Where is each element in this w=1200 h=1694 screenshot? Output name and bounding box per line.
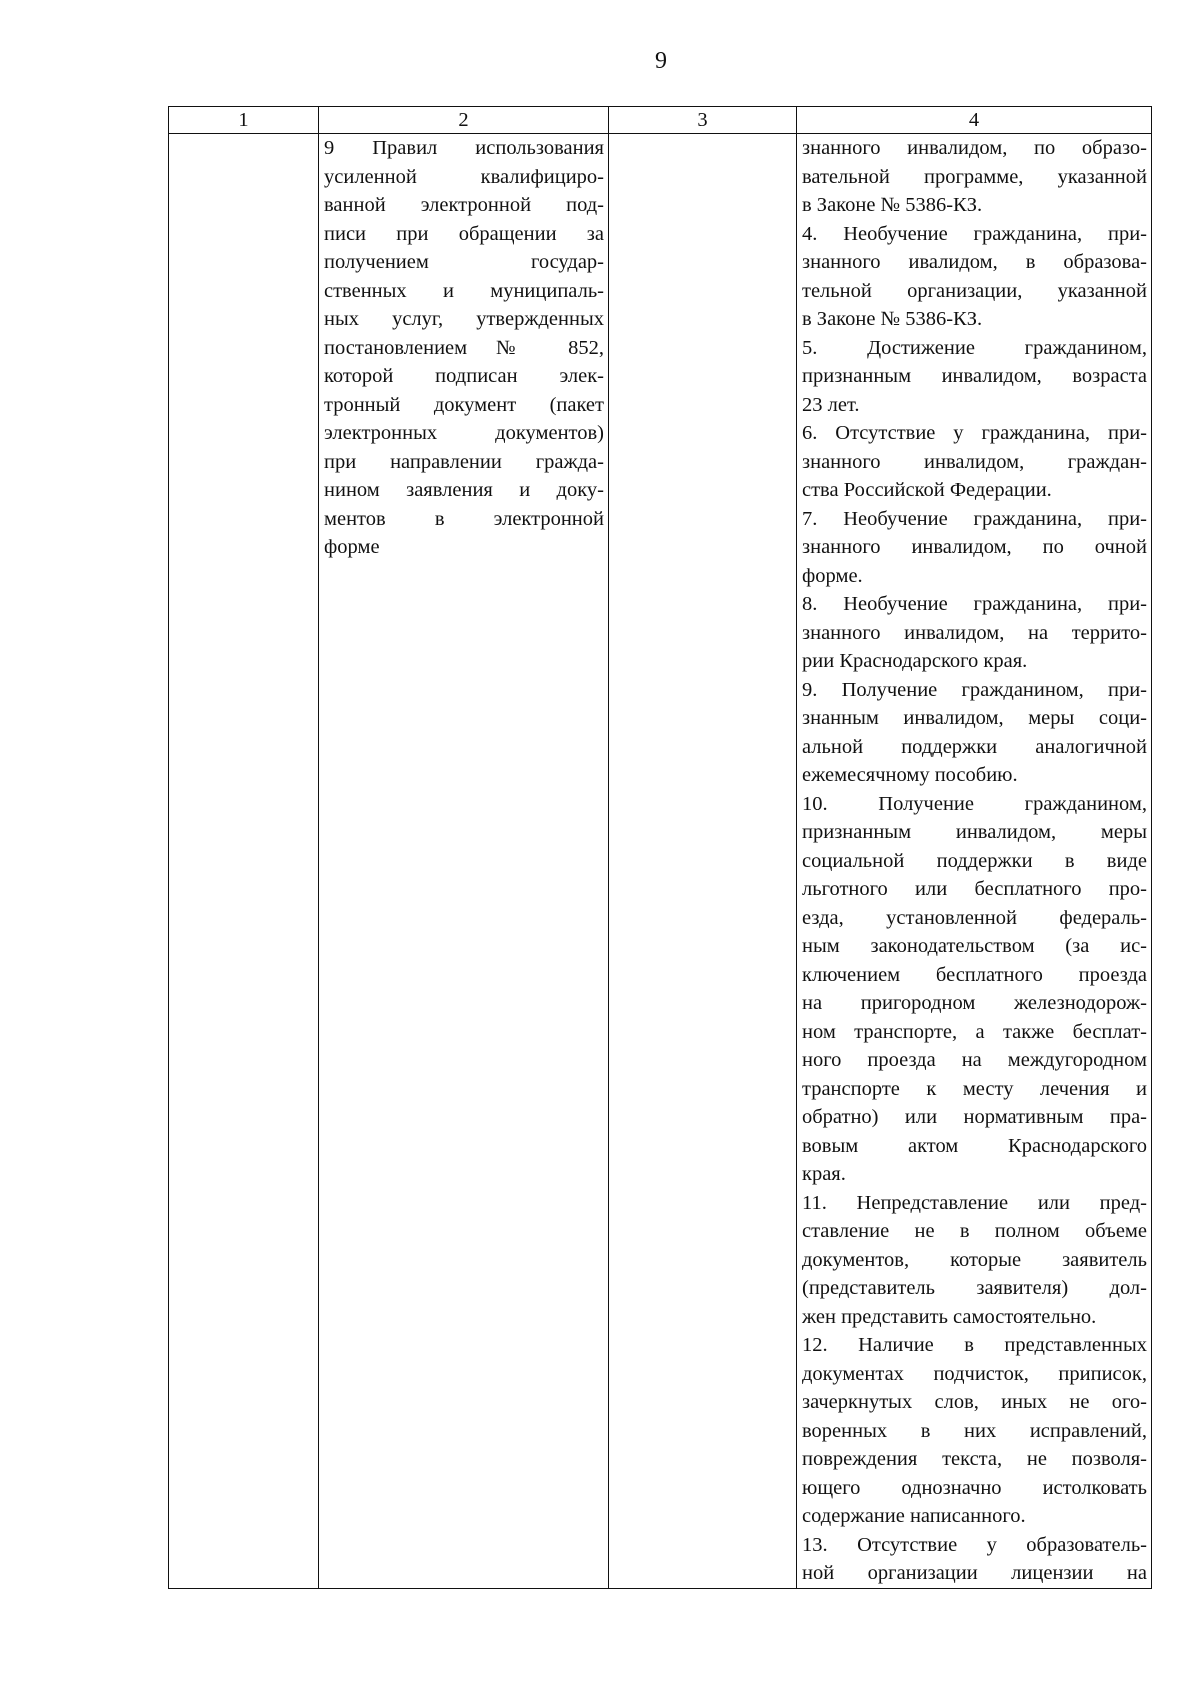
- text-line: электронных документов): [324, 422, 604, 444]
- text-line: ключением бесплатного проезда: [802, 963, 1147, 986]
- column-4-text: [802, 134, 1147, 1588]
- text-line: ежемесячному пособию.: [802, 764, 1018, 786]
- text-line: ственных и муниципаль-: [324, 279, 604, 302]
- text-line: содержание написанного.: [802, 1505, 1026, 1527]
- text-line: альной поддержки аналогичной: [802, 735, 1147, 758]
- text-line: знанного инвалидом, на террито-: [802, 621, 1147, 644]
- text-line: 23 лет.: [802, 393, 860, 416]
- text-line: 8. Необучение гражданина, при-: [802, 593, 1147, 615]
- text-line: 9 Правил использования: [324, 137, 604, 159]
- text-line: знанного ивалидом, в образова-: [802, 251, 1147, 273]
- page-number: 9: [655, 48, 667, 74]
- text-line: тронный документ (пакет: [324, 393, 604, 416]
- text-line: при направлении гражда-: [324, 450, 604, 473]
- text-line: обратно) или нормативным пра-: [802, 1106, 1147, 1128]
- text-line: в Законе № 5386-КЗ.: [802, 308, 983, 330]
- text-line: знанного инвалидом, по образо-: [802, 137, 1147, 159]
- text-line: ванной электронной под-: [324, 194, 604, 216]
- text-line: ставление не в полном объеме: [802, 1220, 1147, 1242]
- column-header-4: 4: [797, 107, 1152, 134]
- text-line: вательной программе, указанной: [802, 165, 1147, 188]
- text-line: документов, которые заявитель: [802, 1248, 1147, 1271]
- text-line: (представитель заявителя) дол-: [802, 1277, 1147, 1299]
- text-line: езда, установленной федераль-: [802, 906, 1147, 929]
- text-line: знанным инвалидом, меры соци-: [802, 707, 1147, 729]
- text-line: знанного инвалидом, по очной: [802, 536, 1147, 558]
- text-line: 7. Необучение гражданина, при-: [802, 507, 1147, 530]
- text-line: 5. Достижение гражданином,: [802, 336, 1147, 359]
- text-line: документах подчисток, приписок,: [802, 1362, 1147, 1385]
- column-header-3: 3: [609, 107, 797, 134]
- text-line: ного проезда на междугородном: [802, 1049, 1147, 1071]
- text-line: рии Краснодарского края.: [802, 650, 1028, 672]
- column-header-2: 2: [319, 107, 609, 134]
- cell-column-1: [169, 134, 319, 1589]
- text-line: ной организации лицензии на: [802, 1562, 1147, 1584]
- text-line: тельной организации, указанной: [802, 279, 1147, 302]
- document-table: [168, 106, 1152, 1589]
- text-line: в Законе № 5386-КЗ.: [802, 194, 983, 216]
- text-line: вовым актом Краснодарского: [802, 1134, 1147, 1157]
- text-line: ментов в электронной: [324, 507, 604, 530]
- cell-column-3: [609, 134, 797, 1589]
- text-line: ющего однозначно истолковать: [802, 1476, 1147, 1499]
- text-line: постановлением № 852,: [324, 336, 604, 359]
- text-line: жен представить самостоятельно.: [802, 1305, 1097, 1328]
- text-line: 11. Непредставление или пред-: [802, 1191, 1147, 1214]
- column-header-1: 1: [169, 107, 319, 134]
- text-line: ных услуг, утвержденных: [324, 308, 604, 330]
- text-line: признанным инвалидом, меры: [802, 821, 1147, 843]
- text-line: нином заявления и доку-: [324, 479, 604, 501]
- text-line: признанным инвалидом, возраста: [802, 365, 1147, 387]
- column-2-text: [324, 134, 604, 562]
- text-line: 9. Получение гражданином, при-: [802, 678, 1147, 701]
- text-line: усиленной квалифициро-: [324, 165, 604, 188]
- text-line: повреждения текста, не позволя-: [802, 1448, 1147, 1470]
- table-row: [169, 134, 1152, 1589]
- text-line: края.: [802, 1163, 846, 1185]
- table-header-row: [169, 107, 1152, 134]
- text-line: которой подписан элек-: [324, 365, 604, 387]
- text-line: получением государ-: [324, 251, 604, 273]
- text-line: 12. Наличие в представленных: [802, 1334, 1147, 1356]
- text-line: 13. Отсутствие у образователь-: [802, 1533, 1147, 1556]
- text-line: писи при обращении за: [324, 222, 604, 245]
- text-line: 10. Получение гражданином,: [802, 792, 1147, 815]
- text-line: на пригородном железнодорож-: [802, 992, 1147, 1014]
- text-line: ства Российской Федерации.: [802, 479, 1052, 501]
- text-line: знанного инвалидом, граждан-: [802, 450, 1147, 473]
- text-line: ном транспорте, а также бесплат-: [802, 1020, 1147, 1043]
- cell-column-4: [797, 134, 1152, 1589]
- text-line: социальной поддержки в виде: [802, 849, 1147, 872]
- text-line: воренных в них исправлений,: [802, 1419, 1147, 1442]
- cell-column-2: [319, 134, 609, 1589]
- text-line: льготного или бесплатного про-: [802, 878, 1147, 900]
- text-line: ным законодательством (за ис-: [802, 935, 1147, 957]
- text-line: 6. Отсутствие у гражданина, при-: [802, 422, 1147, 444]
- text-line: 4. Необучение гражданина, при-: [802, 222, 1147, 245]
- text-line: форме.: [802, 564, 863, 587]
- text-line: зачеркнутых слов, иных не ого-: [802, 1391, 1147, 1413]
- text-line: форме: [324, 536, 380, 558]
- text-line: транспорте к месту лечения и: [802, 1077, 1147, 1100]
